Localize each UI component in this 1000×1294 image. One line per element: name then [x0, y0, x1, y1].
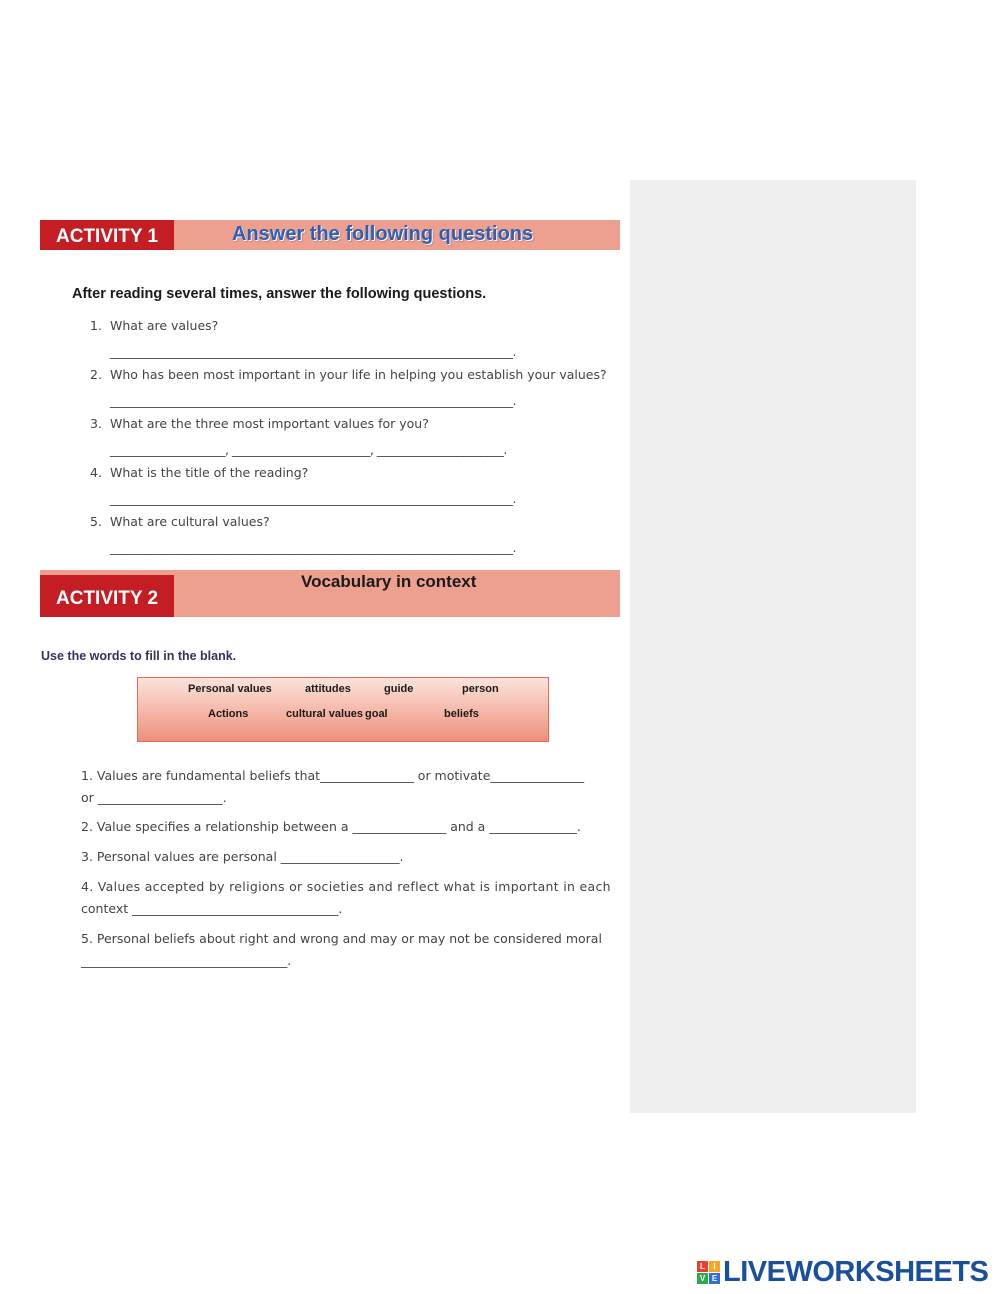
word-bank-item: Personal values: [188, 683, 272, 695]
activity-2-banner: [40, 570, 620, 617]
question-2: [90, 367, 607, 382]
activity-2-tag: ACTIVITY 2: [40, 575, 174, 617]
question-1: [90, 318, 218, 333]
logo-cube: L: [697, 1261, 708, 1272]
question-number: 4.: [90, 465, 102, 480]
side-panel: [630, 180, 916, 1113]
word-bank-item: goal: [365, 708, 388, 720]
word-bank-item: beliefs: [444, 708, 479, 720]
activity-1-instruction: After reading several times, answer the following questions.: [72, 286, 487, 302]
logo-cube: I: [709, 1261, 720, 1272]
activity-1-heading: Answer the following questions: [232, 223, 534, 245]
logo-brand-text: LIVEWORKSHEETS: [723, 1255, 989, 1288]
sentence-2[interactable]: 2. Value specifies a relationship between a _______________ and a ______________.: [81, 819, 581, 834]
question-number: 1.: [90, 318, 102, 333]
question-3: [90, 416, 429, 431]
sentence-3[interactable]: 3. Personal values are personal ___________________.: [81, 849, 404, 864]
answer-line-3[interactable]: ____________________, ________________________, ______________________.: [110, 442, 507, 457]
answer-line-1[interactable]: ______________________________________________________________________.: [110, 344, 516, 359]
sentence-4: 4. Values accepted by religions or societies and reflect what is important in each: [81, 879, 611, 894]
question-text: What are cultural values?: [110, 514, 270, 529]
word-bank-item: Actions: [208, 708, 249, 720]
activity-1-tag: ACTIVITY 1: [40, 220, 174, 250]
activity-2-heading: Vocabulary in context: [301, 572, 477, 591]
answer-line-5[interactable]: ______________________________________________________________________.: [110, 540, 516, 555]
word-bank: [137, 677, 549, 742]
sentence-1[interactable]: 1. Values are fundamental beliefs that_______________ or motivate_______________: [81, 768, 585, 783]
liveworksheets-logo: [697, 1257, 988, 1287]
question-number: 2.: [90, 367, 102, 382]
question-4: [90, 465, 308, 480]
activity-1-banner: [40, 220, 620, 250]
sentence-1-cont[interactable]: or ____________________.: [81, 790, 227, 805]
word-bank-item: person: [462, 683, 499, 695]
word-bank-item: attitudes: [305, 683, 351, 695]
sentence-4-cont[interactable]: context _________________________________.: [81, 901, 343, 916]
question-number: 5.: [90, 514, 102, 529]
word-bank-item: cultural values: [286, 708, 364, 720]
question-5: [90, 514, 270, 529]
answer-line-4[interactable]: ______________________________________________________________________.: [110, 491, 516, 506]
activity-2-instruction: Use the words to fill in the blank.: [41, 649, 237, 663]
sentence-5: 5. Personal beliefs about right and wrong and may or may not be considered moral: [81, 931, 602, 946]
logo-cube: V: [697, 1273, 708, 1284]
word-bank-item: guide: [384, 683, 414, 695]
question-number: 3.: [90, 416, 102, 431]
question-text: What are values?: [110, 318, 219, 333]
question-text: What is the title of the reading?: [110, 465, 309, 480]
question-text: What are the three most important values for you?: [110, 416, 429, 431]
logo-cube: E: [709, 1273, 720, 1284]
question-text: Who has been most important in your life in helping you establish your values?: [110, 367, 607, 382]
answer-line-2[interactable]: ______________________________________________________________________.: [110, 393, 516, 408]
logo-cubes-icon: [697, 1261, 720, 1284]
sentence-5-cont[interactable]: _________________________________.: [81, 953, 292, 968]
